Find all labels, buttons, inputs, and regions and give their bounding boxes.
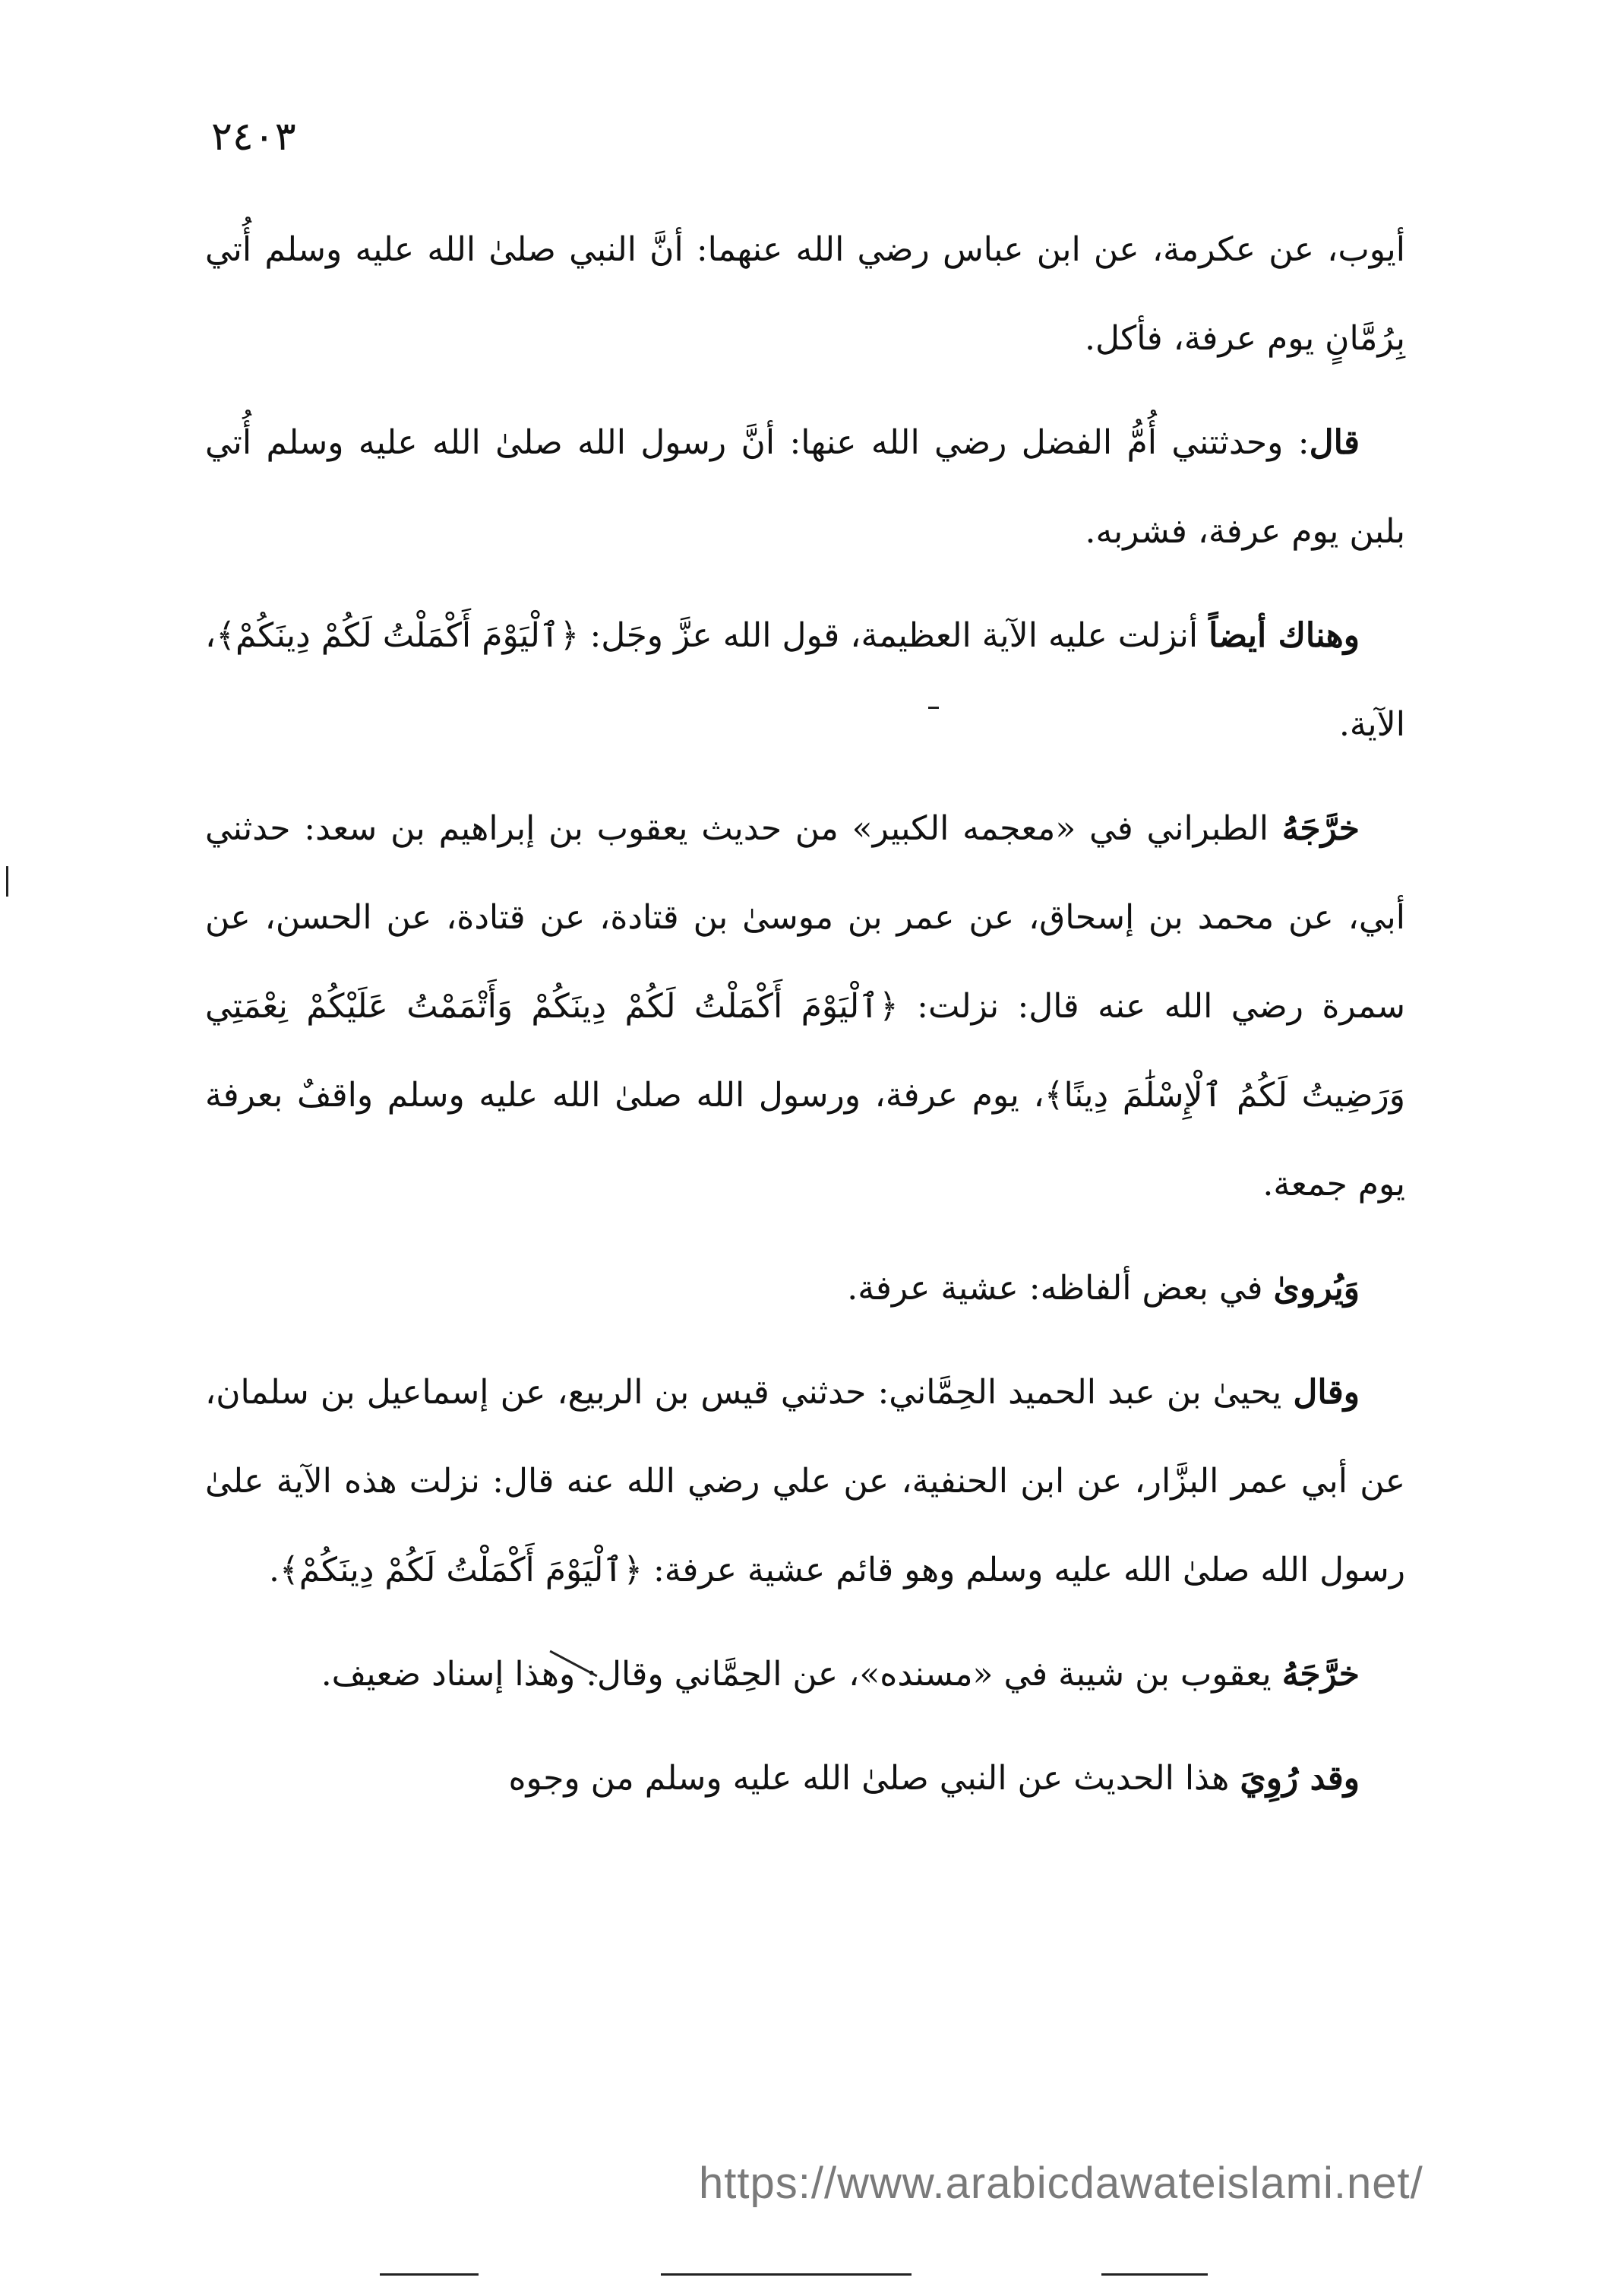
paragraph-lead: قال [1309,423,1360,462]
body-text [205,205,1405,1838]
paragraph-text: أيوب، عن عكرمة، عن ابن عباس رضي الله عنهما: أنَّ النبي صلىٰ الله عليه وسلم أُتي بِرُمَّانٍ يوم عرفة، فأكل. [205,230,1405,358]
paragraph-lead: وَيُروىٰ [1273,1269,1360,1308]
paragraph-lead: وهناك أيضاً [1209,616,1360,655]
watermark-url: https://www.arabicdawateislami.net/ [699,2159,1423,2208]
paragraph-lead: وقال [1293,1373,1360,1412]
page-number: ٢٤٠٣ [211,114,296,160]
bottom-rule [661,2273,912,2276]
paragraph-text: هذا الحديث عن النبي صلىٰ الله عليه وسلم من وجوه [508,1759,1240,1798]
paragraph [205,398,1405,576]
paragraph-text: أنزلت عليه الآية العظيمة، قول الله عزَّ وجَل: ﴿ٱلْيَوْمَ أَكْمَلْتُ لَكُمْ دِينَكُمْ﴾، الآية. [205,616,1405,744]
paragraph [205,1348,1405,1615]
paragraph [205,591,1405,769]
bottom-rule [1101,2273,1208,2276]
paragraph [205,1734,1405,1823]
paragraph [205,205,1405,383]
scan-mark [928,707,939,709]
paragraph-text: يحيىٰ بن عبد الحميد الحِمَّاني: حدثني قيس بن الربيع، عن إسماعيل بن سلمان، عن أبي عمر البزَّار، عن ابن الحنفية، عن علي رضي الله عنه قال: نزلت هذه الآية علىٰ رسول الله صلىٰ الله عليه وسلم وهو قائم عشية عرفة: ﴿ٱلْيَوْمَ أَكْمَلْتُ لَكُمْ دِينَكُمْ﴾. [205,1373,1405,1590]
paragraph-text: في بعض ألفاظه: عشية عرفة. [847,1269,1274,1308]
paragraph-lead: خرَّجَهُ [1281,809,1360,848]
paragraph-text: يعقوب بن شيبة في «مسنده»، عن الحِمَّاني وقال: وهذا إسناد ضعيف. [321,1655,1282,1694]
paragraph [205,784,1405,1229]
paragraph-lead: وقد رُوِيَ [1240,1759,1360,1798]
bottom-rule [380,2273,479,2276]
paragraph [205,1244,1405,1333]
paragraph-text: الطبراني في «معجمه الكبير» من حديث يعقوب بن إبراهيم بن سعد: حدثني أبي، عن محمد بن إسحاق، عن عمر بن موسىٰ بن قتادة، عن قتادة، عن الحسن، عن سمرة رضي الله عنه قال: نزلت: ﴿ٱلْيَوْمَ أَكْمَلْتُ لَكُمْ دِينَكُمْ وَأَتْمَمْتُ عَلَيْكُمْ نِعْمَتِي وَرَضِيتُ لَكُمُ ٱلْإِسْلَٰمَ دِينًا﴾، يوم عرفة، ورسول الله صلىٰ الله عليه وسلم واقفٌ بعرفة يوم جمعة. [205,809,1405,1204]
paragraph-text: : وحدثتني أُمُّ الفضل رضي الله عنها: أنَّ رسول الله صلىٰ الله عليه وسلم أُتي بلبن يوم عرفة، فشربه. [205,423,1405,551]
paragraph-lead: خرَّجَهُ [1281,1655,1360,1694]
scan-mark [6,866,8,897]
paragraph [205,1630,1405,1719]
